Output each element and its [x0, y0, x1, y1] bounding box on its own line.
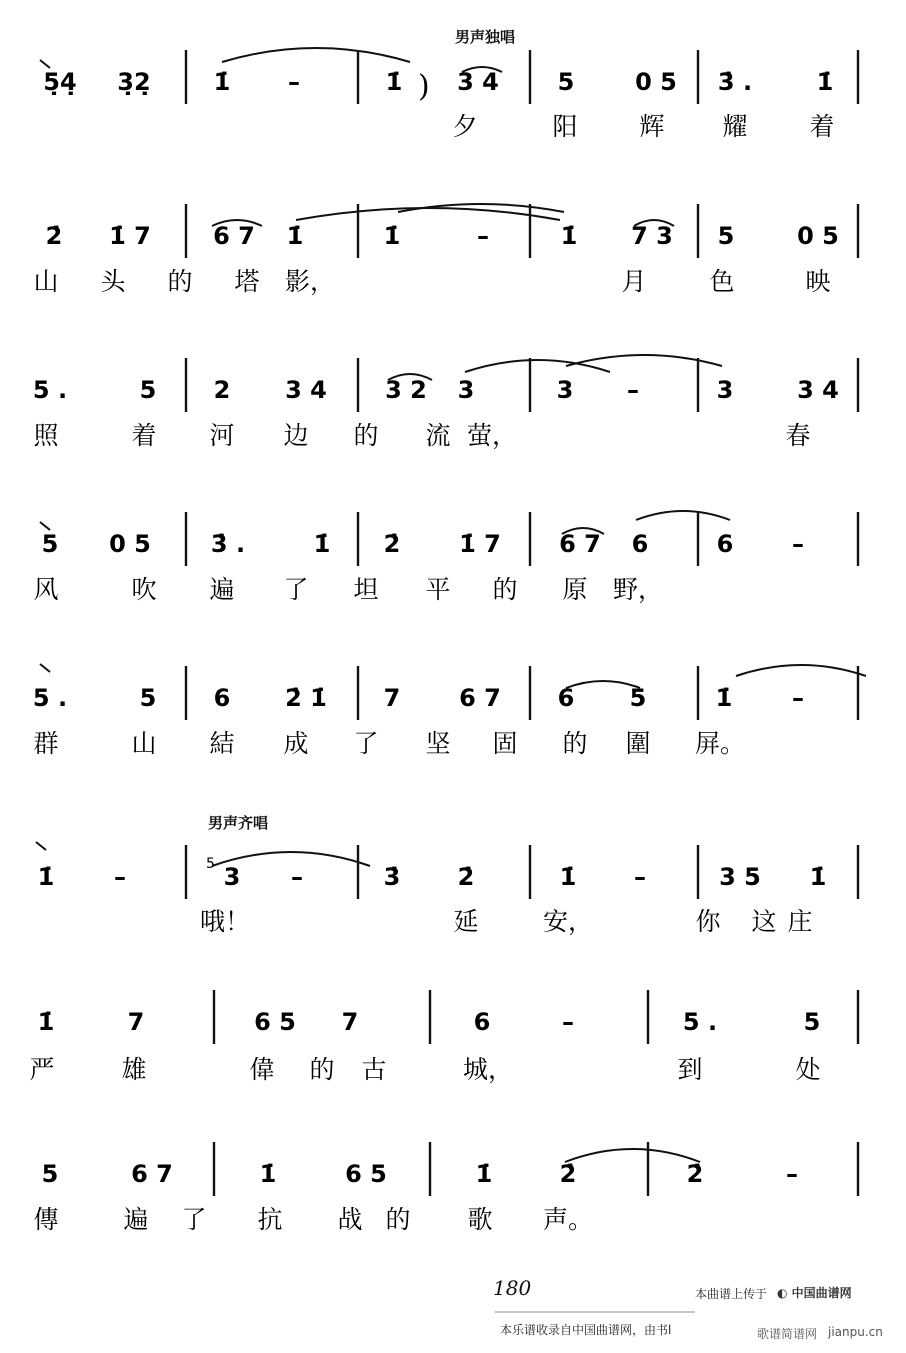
lyric-6-4: 古: [361, 1055, 387, 1084]
lyric-3-2: 遍: [209, 575, 235, 604]
lyric-2-1: 着: [131, 421, 157, 450]
lyric-7-0: 傳: [33, 1205, 59, 1234]
note-6-7: 5: [803, 1008, 821, 1036]
lyric-4-9: 屏。: [694, 729, 746, 758]
note-4-5: 6 7: [459, 684, 501, 712]
note-3-5: 1̇ 7: [459, 530, 501, 558]
note-6-0: 1̇: [37, 1008, 55, 1036]
note-5-5: 2̇: [457, 863, 475, 891]
lyric-2-5: 流: [425, 421, 451, 450]
lyric-4-5: 坚: [425, 729, 451, 758]
slur-7-0: [565, 1149, 700, 1162]
note-6-4: 6: [473, 1008, 491, 1036]
note-1-7: 7 3: [631, 222, 673, 250]
note-5-8: 3 5: [719, 863, 761, 891]
note-0-2: 1̇: [213, 68, 231, 96]
note-5-9: 1̇: [809, 863, 827, 891]
lyric-2-3: 边: [283, 421, 309, 450]
section-label-unison: 男声齐唱: [208, 814, 269, 832]
note-0-7: 0 5: [635, 68, 677, 96]
upload-note: 本曲谱上传于: [695, 1287, 768, 1301]
lyric-4-4: 了: [353, 729, 379, 758]
phrase-parenthesis: ): [418, 69, 430, 104]
lyric-6-6: 到: [677, 1055, 703, 1084]
lyric-0-2: 辉: [639, 112, 665, 141]
lyric-1-4: 影，: [284, 267, 336, 296]
slur-3-1: [636, 511, 730, 520]
note-2-8: 3: [716, 376, 734, 404]
lyric-1-0: 山: [33, 267, 59, 296]
note-2-5: 3: [457, 376, 475, 404]
lyric-1-5: 月: [621, 267, 647, 296]
note-0-4: 1̇: [385, 68, 403, 96]
lyric-6-0: 严: [29, 1055, 55, 1084]
note-3-9: –: [792, 530, 804, 558]
note-5-4: 3̇: [383, 863, 401, 891]
lyric-2-0: 照: [33, 421, 59, 450]
slur-4-1: [736, 665, 866, 676]
lyric-6-1: 雄: [121, 1055, 147, 1084]
note-5-6: 1̇: [559, 863, 577, 891]
note-5-7: –: [634, 863, 646, 891]
lyric-1-1: 头: [100, 267, 126, 296]
note-2-7: –: [627, 376, 639, 404]
note-3-3: 1̇: [313, 530, 331, 558]
site-url: jianpu.cn: [828, 1325, 883, 1339]
lyric-3-6: 的: [492, 575, 518, 604]
note-0-9: 1̇: [816, 68, 834, 96]
site-name: 歌谱简谱网: [757, 1327, 818, 1341]
note-3-2: 3̇ .: [210, 530, 246, 558]
note-1-9: 0 5: [797, 222, 839, 250]
lyric-0-1: 阳: [552, 112, 578, 141]
note-0-0: 5̣4̣: [43, 68, 77, 96]
note-3-6: 6 7: [559, 530, 601, 558]
lyric-7-3: 抗: [257, 1205, 283, 1234]
note-2-9: 3 4: [797, 376, 839, 404]
grace-note: 5: [206, 856, 215, 872]
lyric-6-2: 偉: [249, 1055, 275, 1084]
lyric-3-5: 平: [425, 575, 451, 604]
note-5-3: –: [291, 863, 303, 891]
note-4-7: 5: [629, 684, 647, 712]
lyric-4-1: 山: [131, 729, 157, 758]
lyric-6-7: 处: [795, 1055, 821, 1084]
note-0-5: 3 4: [457, 68, 499, 96]
note-1-6: 1̇: [560, 222, 578, 250]
note-6-3: 7: [341, 1008, 359, 1036]
slur-1-1: [296, 208, 560, 220]
lyric-3-3: 了: [283, 575, 309, 604]
lyric-5-0: 哦！: [199, 907, 251, 936]
note-6-2: 6 5: [254, 1008, 296, 1036]
lyric-3-1: 吹: [131, 575, 157, 604]
collected-note: 本乐谱收录自中国曲谱网，由书l: [500, 1323, 672, 1337]
lyric-6-5: 城，: [462, 1055, 514, 1084]
lyric-2-7: 春: [785, 421, 811, 450]
note-1-4: 1̇: [383, 222, 401, 250]
lyric-7-1: 遍: [123, 1205, 149, 1234]
note-3-7: 6: [631, 530, 649, 558]
lyric-0-4: 着: [809, 112, 835, 141]
page-number: 180: [493, 1276, 532, 1300]
note-2-2: 2: [213, 376, 231, 404]
lyric-1-2: 的: [167, 267, 193, 296]
lyric-7-2: 了: [181, 1205, 207, 1234]
lyric-3-7: 原: [562, 575, 588, 604]
lyric-0-0: 夕: [452, 112, 478, 141]
note-1-3: 1̇: [286, 222, 304, 250]
note-4-8: 1̇: [715, 684, 733, 712]
lyric-7-5: 的: [385, 1205, 411, 1234]
breath-mark-1: [40, 522, 50, 530]
breath-mark-3: [36, 842, 46, 850]
note-2-6: 3: [556, 376, 574, 404]
note-4-2: 6: [213, 684, 231, 712]
lyric-3-4: 坦: [353, 575, 379, 604]
note-4-0: 5 .: [32, 684, 68, 712]
lyric-3-8: 野，: [612, 575, 664, 604]
note-4-9: –: [792, 684, 804, 712]
note-4-1: 5: [139, 684, 157, 712]
lyric-2-2: 河: [209, 421, 235, 450]
note-1-1: 1̇ 7: [109, 222, 151, 250]
note-6-6: 5 .: [682, 1008, 718, 1036]
lyric-0-3: 耀: [722, 112, 748, 141]
note-0-3: –: [288, 68, 300, 96]
lyric-5-4: 这: [751, 907, 777, 936]
lyric-2-6: 萤，: [466, 421, 518, 450]
note-1-0: 2̇: [45, 222, 63, 250]
note-0-1: 3̣2̣: [117, 68, 151, 96]
lyric-4-6: 固: [492, 729, 518, 758]
lyric-5-1: 延: [453, 907, 479, 936]
note-0-8: 3̇ .: [717, 68, 753, 96]
note-6-5: –: [562, 1008, 574, 1036]
note-4-3: 2̇ 1̇: [285, 684, 327, 712]
logo-text: 中国曲谱网: [791, 1286, 852, 1300]
note-2-3: 3 4: [285, 376, 327, 404]
note-3-0: 5: [41, 530, 59, 558]
lyric-2-4: 的: [353, 421, 379, 450]
note-5-2: 3: [223, 863, 241, 891]
lyric-1-7: 映: [805, 267, 831, 296]
note-3-4: 2̇: [383, 530, 401, 558]
note-0-6: 5: [557, 68, 575, 96]
note-6-1: 7: [127, 1008, 145, 1036]
lyric-4-7: 的: [562, 729, 588, 758]
note-3-1: 0 5: [109, 530, 151, 558]
note-7-7: –: [786, 1160, 798, 1188]
note-5-1: –: [114, 863, 126, 891]
note-4-4: 7: [383, 684, 401, 712]
lyric-4-8: 圍: [625, 729, 651, 758]
lyric-6-3: 的: [309, 1055, 335, 1084]
note-1-5: –: [477, 222, 489, 250]
lyric-7-7: 声。: [542, 1205, 594, 1234]
note-2-0: 5 .: [32, 376, 68, 404]
breath-mark-2: [40, 664, 50, 672]
note-2-4: 3 2: [385, 376, 427, 404]
lyric-3-0: 风: [33, 575, 59, 604]
slur-2-1: [465, 360, 610, 372]
section-label-solo: 男声独唱: [455, 28, 516, 46]
lyric-7-4: 战: [337, 1205, 363, 1234]
lyric-5-2: 安，: [542, 907, 594, 936]
lyric-5-5: 庄: [787, 907, 813, 936]
note-7-0: 5: [41, 1160, 59, 1188]
note-7-6: 2̇: [686, 1160, 704, 1188]
lyric-5-3: 你: [695, 907, 721, 936]
note-7-2: 1̇: [259, 1160, 277, 1188]
note-3-8: 6: [716, 530, 734, 558]
logo-icon: ◐: [777, 1286, 788, 1300]
note-7-1: 6 7: [131, 1160, 173, 1188]
note-1-8: 5: [717, 222, 735, 250]
note-2-1: 5: [139, 376, 157, 404]
note-5-0: 1̇: [37, 863, 55, 891]
breath-mark-0: [40, 60, 50, 68]
slur-0-0: [222, 48, 410, 62]
lyric-4-3: 成: [283, 729, 309, 758]
lyric-4-0: 群: [33, 729, 59, 758]
note-7-4: 1̇: [475, 1160, 493, 1188]
note-7-3: 6 5: [345, 1160, 387, 1188]
lyric-7-6: 歌: [467, 1205, 493, 1234]
note-4-6: 6: [557, 684, 575, 712]
site-logo: [777, 1284, 852, 1301]
note-7-5: 2̇: [559, 1160, 577, 1188]
lyric-1-3: 塔: [234, 267, 260, 296]
note-1-2: 6 7: [213, 222, 255, 250]
lyric-4-2: 結: [209, 729, 235, 758]
lyric-1-6: 色: [709, 267, 735, 296]
